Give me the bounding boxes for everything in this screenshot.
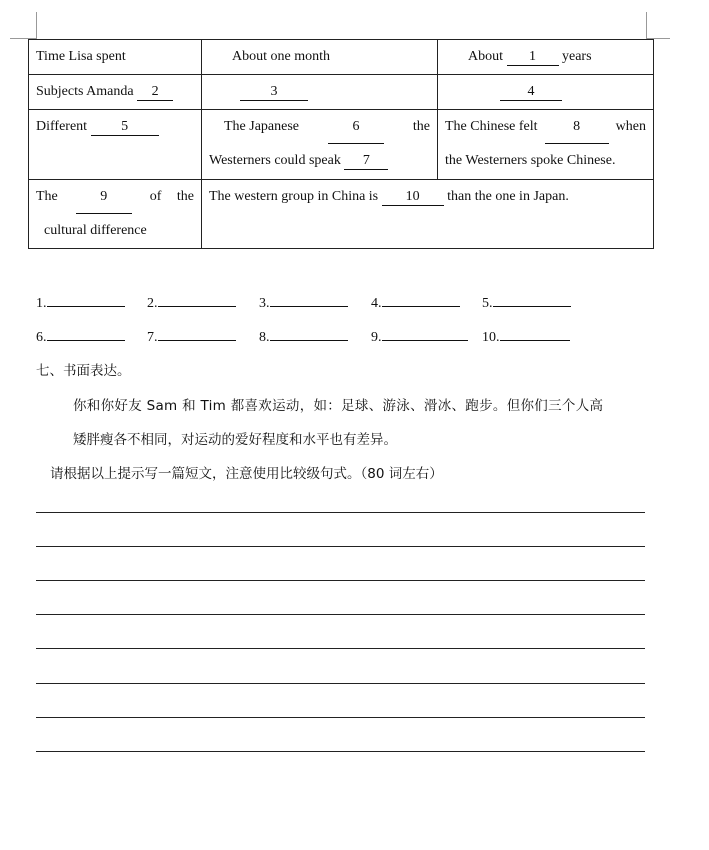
cell-text: Time Lisa spent: [36, 49, 126, 64]
cell-text: The Chinese felt: [445, 119, 538, 134]
blank: 10: [382, 189, 444, 206]
cell-text: cultural difference: [44, 223, 147, 238]
cell: [202, 40, 438, 75]
cell: [202, 110, 438, 180]
cell-text: than the one in Japan.: [447, 189, 569, 204]
writing-line[interactable]: [36, 751, 645, 752]
cell-text: The western group in China is: [209, 189, 379, 204]
blank: 9: [76, 189, 132, 214]
blank: 1: [507, 49, 559, 66]
cell: [29, 180, 202, 249]
margin-mark: [646, 12, 647, 39]
cell-text: About: [468, 49, 503, 64]
prompt-line: 你和你好友 Sam 和 Tim 都喜欢运动，如：足球、游泳、滑冰、跑步。但你们三个人高: [73, 398, 604, 414]
answer-blank[interactable]: 4.: [371, 292, 460, 312]
cell: [438, 110, 654, 180]
blank: 5: [91, 119, 159, 136]
writing-line[interactable]: [36, 648, 645, 649]
answer-blank[interactable]: 9.: [371, 326, 468, 346]
blank: 7: [344, 153, 388, 170]
answer-blank[interactable]: 2.: [147, 292, 236, 312]
cell-text: About one month: [232, 49, 330, 64]
cell: [29, 40, 202, 75]
answer-blank[interactable]: 1.: [36, 292, 125, 312]
info-table: [28, 39, 654, 249]
answer-blank[interactable]: 5.: [482, 292, 571, 312]
cell: [202, 180, 654, 249]
answer-blank[interactable]: 7.: [147, 326, 236, 346]
cell-text: Different: [36, 119, 88, 134]
blank: 6: [328, 119, 384, 144]
cell-text: The Japanese: [224, 119, 300, 134]
section-title: 七、书面表达。: [36, 363, 131, 379]
cell-text: the: [412, 119, 430, 134]
prompt-line: 矮胖瘦各不相同，对运动的爱好程度和水平也有差异。: [73, 432, 397, 448]
cell: [202, 75, 438, 110]
writing-line[interactable]: [36, 614, 645, 615]
cell: [29, 75, 202, 110]
writing-line[interactable]: [36, 546, 645, 547]
instruction: 请根据以上提示写一篇短文，注意使用比较级句式。（80 词左右）: [50, 466, 443, 482]
cell-text: Westerners could speak: [209, 153, 341, 168]
cell: [438, 75, 654, 110]
cell-text: of the: [149, 189, 194, 204]
cell-text: The: [36, 189, 58, 204]
cell: [29, 110, 202, 180]
cell-text: Subjects Amanda: [36, 84, 134, 99]
writing-line[interactable]: [36, 717, 645, 718]
blank: 2: [137, 84, 173, 101]
answer-blank[interactable]: 8.: [259, 326, 348, 346]
answer-blank[interactable]: 10.: [482, 326, 570, 346]
blank: 8: [545, 119, 609, 144]
margin-mark: [36, 12, 37, 39]
cell-text: when: [615, 119, 646, 134]
cell-text: the Westerners spoke Chinese.: [445, 153, 616, 168]
answer-blank[interactable]: 3.: [259, 292, 348, 312]
blank: 3: [240, 84, 308, 101]
writing-line[interactable]: [36, 580, 645, 581]
blank: 4: [500, 84, 562, 101]
writing-line[interactable]: [36, 512, 645, 513]
answer-blank[interactable]: 6.: [36, 326, 125, 346]
cell: [438, 40, 654, 75]
cell-text: years: [562, 49, 592, 64]
writing-line[interactable]: [36, 683, 645, 684]
